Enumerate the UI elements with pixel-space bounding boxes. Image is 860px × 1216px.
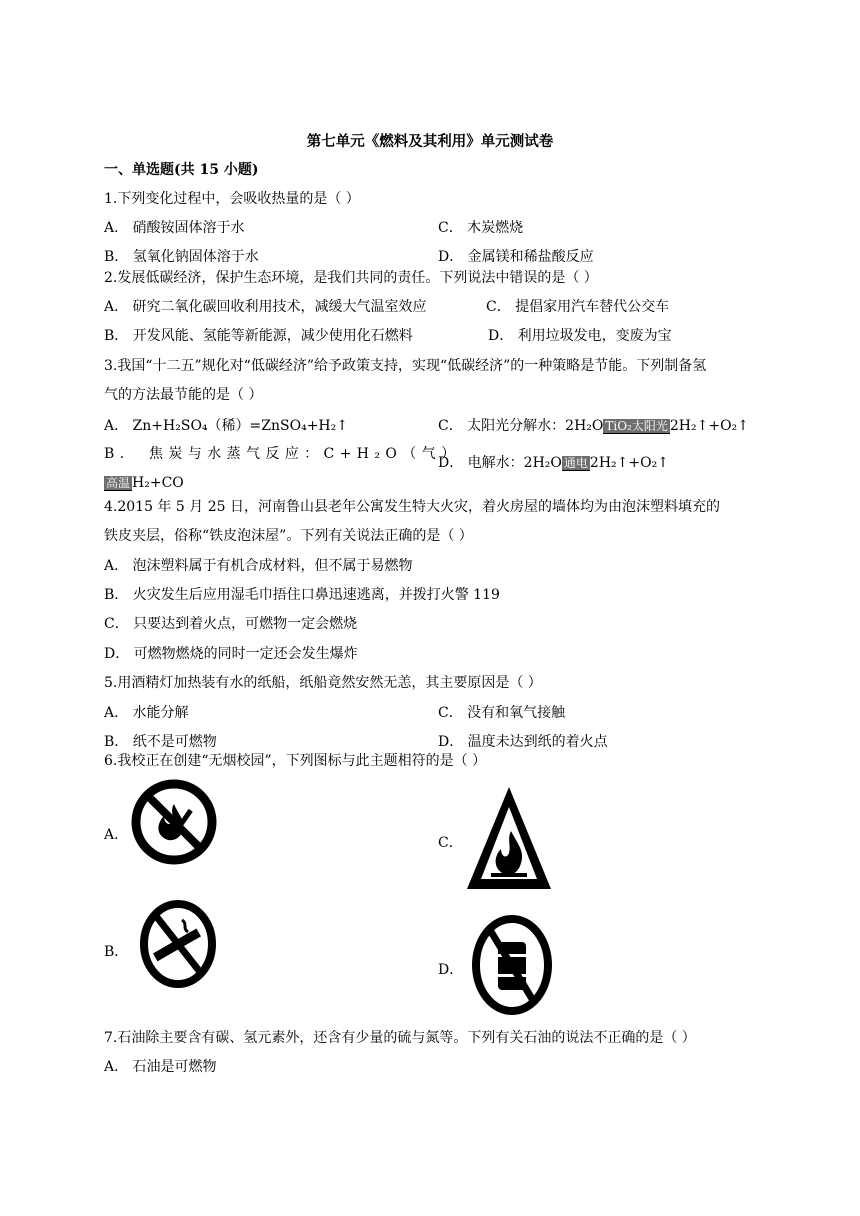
question-7-stem: 7.石油除主要含有碳、氢元素外，还含有少量的硫与氮等。下列有关石油的说法不正确的是（ ） [104, 1030, 696, 1046]
question-4-option-c: C． 只要达到着火点，可燃物一定会燃烧 [104, 616, 358, 632]
question-3-option-b-cont [104, 473, 184, 493]
flammable-warning-icon [463, 783, 555, 895]
question-4-option-b: B． 火灾发生后应用湿毛巾捂住口鼻迅速逃离，并拨打火警 119 [104, 587, 500, 603]
question-7-option-a: A． 石油是可燃物 [104, 1059, 217, 1075]
no-open-flame-icon [130, 778, 218, 866]
question-2-option-a: A． 研究二氧化碳回收利用技术，减缓大气温室效应 [104, 299, 427, 315]
question-3-option-c [438, 416, 749, 436]
question-3-option-a: A． Zn+H₂SO₄（稀）=ZnSO₄+H₂↑ [104, 418, 348, 434]
no-fuel-barrel-icon [470, 912, 554, 1018]
reaction-condition-label: 通电 [563, 456, 588, 470]
question-4-option-a: A． 泡沫塑料属于有机合成材料，但不属于易燃物 [104, 558, 413, 574]
question-6-option-c-label: C． [438, 835, 463, 851]
reaction-condition-label: TiO₂太阳光 [605, 419, 668, 433]
question-6-option-a-label: A． [104, 827, 129, 843]
question-6-stem: 6.我校正在创建“无烟校园”，下列图标与此主题相符的是（ ） [104, 753, 487, 769]
question-3-option-d [438, 453, 669, 473]
question-3-option-d-reactants: D． 电解水：2H₂O [438, 455, 562, 471]
question-5-option-b: B． 纸不是可燃物 [104, 734, 217, 750]
question-1-option-d: D． 金属镁和稀盐酸反应 [438, 249, 594, 265]
question-1-stem: 1.下列变化过程中，会吸收热量的是（ ） [104, 191, 360, 207]
question-4-stem-line1: 4.2015 年 5 月 25 日，河南鲁山县老年公寓发生特大火灾，着火房屋的墙体均为由泡沫塑料填充的 [104, 499, 720, 515]
question-2-option-c: C． 提倡家用汽车替代公交车 [486, 299, 670, 315]
question-1-option-a: A． 硝酸铵固体溶于水 [104, 220, 245, 236]
page-title: 第七单元《燃料及其利用》单元测试卷 [306, 133, 554, 150]
question-6-option-d-label: D． [438, 962, 464, 978]
question-3-option-b-reactants: B． 焦炭与水蒸气反应：C+H₂O（气） [104, 446, 461, 462]
question-2-option-b: B． 开发风能、氢能等新能源，减少使用化石燃料 [104, 328, 413, 344]
question-2-stem: 2.发展低碳经济，保护生态环境，是我们共同的责任。下列说法中错误的是（ ） [104, 270, 598, 286]
section-heading: 一、单选题(共 15 小题) [104, 162, 259, 178]
question-3-option-b-products: H₂+CO [132, 475, 184, 491]
question-2-option-d: D． 利用垃圾发电，变废为宝 [488, 328, 672, 344]
question-3-stem-line2: 气的方法最节能的是（ ） [104, 387, 263, 403]
question-5-option-c: C． 没有和氧气接触 [438, 705, 566, 721]
question-3-stem-line1: 3.我国“十二五”规化对“低碳经济”给予政策支持，实现“低碳经济”的一种策略是节能。下列制备氢 [104, 358, 707, 374]
question-3-option-c-reactants: C． 太阳光分解水：2H₂O [438, 418, 604, 434]
question-4-option-d: D． 可燃物燃烧的同时一定还会发生爆炸 [104, 646, 358, 662]
no-smoking-icon [138, 898, 218, 990]
question-1-option-c: C． 木炭燃烧 [438, 220, 524, 236]
reaction-condition-label: 高温 [106, 476, 131, 490]
question-4-stem-line2: 铁皮夹层，俗称“铁皮泡沫屋”。下列有关说法正确的是（ ） [104, 528, 473, 544]
question-5-option-a: A． 水能分解 [104, 705, 189, 721]
question-3-option-d-products: 2H₂↑+O₂↑ [589, 455, 669, 471]
question-6-option-b-label: B． [104, 944, 129, 960]
question-3-option-b [104, 444, 460, 464]
question-1-option-b: B． 氢氧化钠固体溶于水 [104, 249, 259, 265]
question-3-option-c-products: 2H₂↑+O₂↑ [669, 418, 749, 434]
question-5-option-d: D． 温度未达到纸的着火点 [438, 734, 608, 750]
question-5-stem: 5.用酒精灯加热装有水的纸船，纸船竟然安然无恙，其主要原因是（ ） [104, 675, 542, 691]
